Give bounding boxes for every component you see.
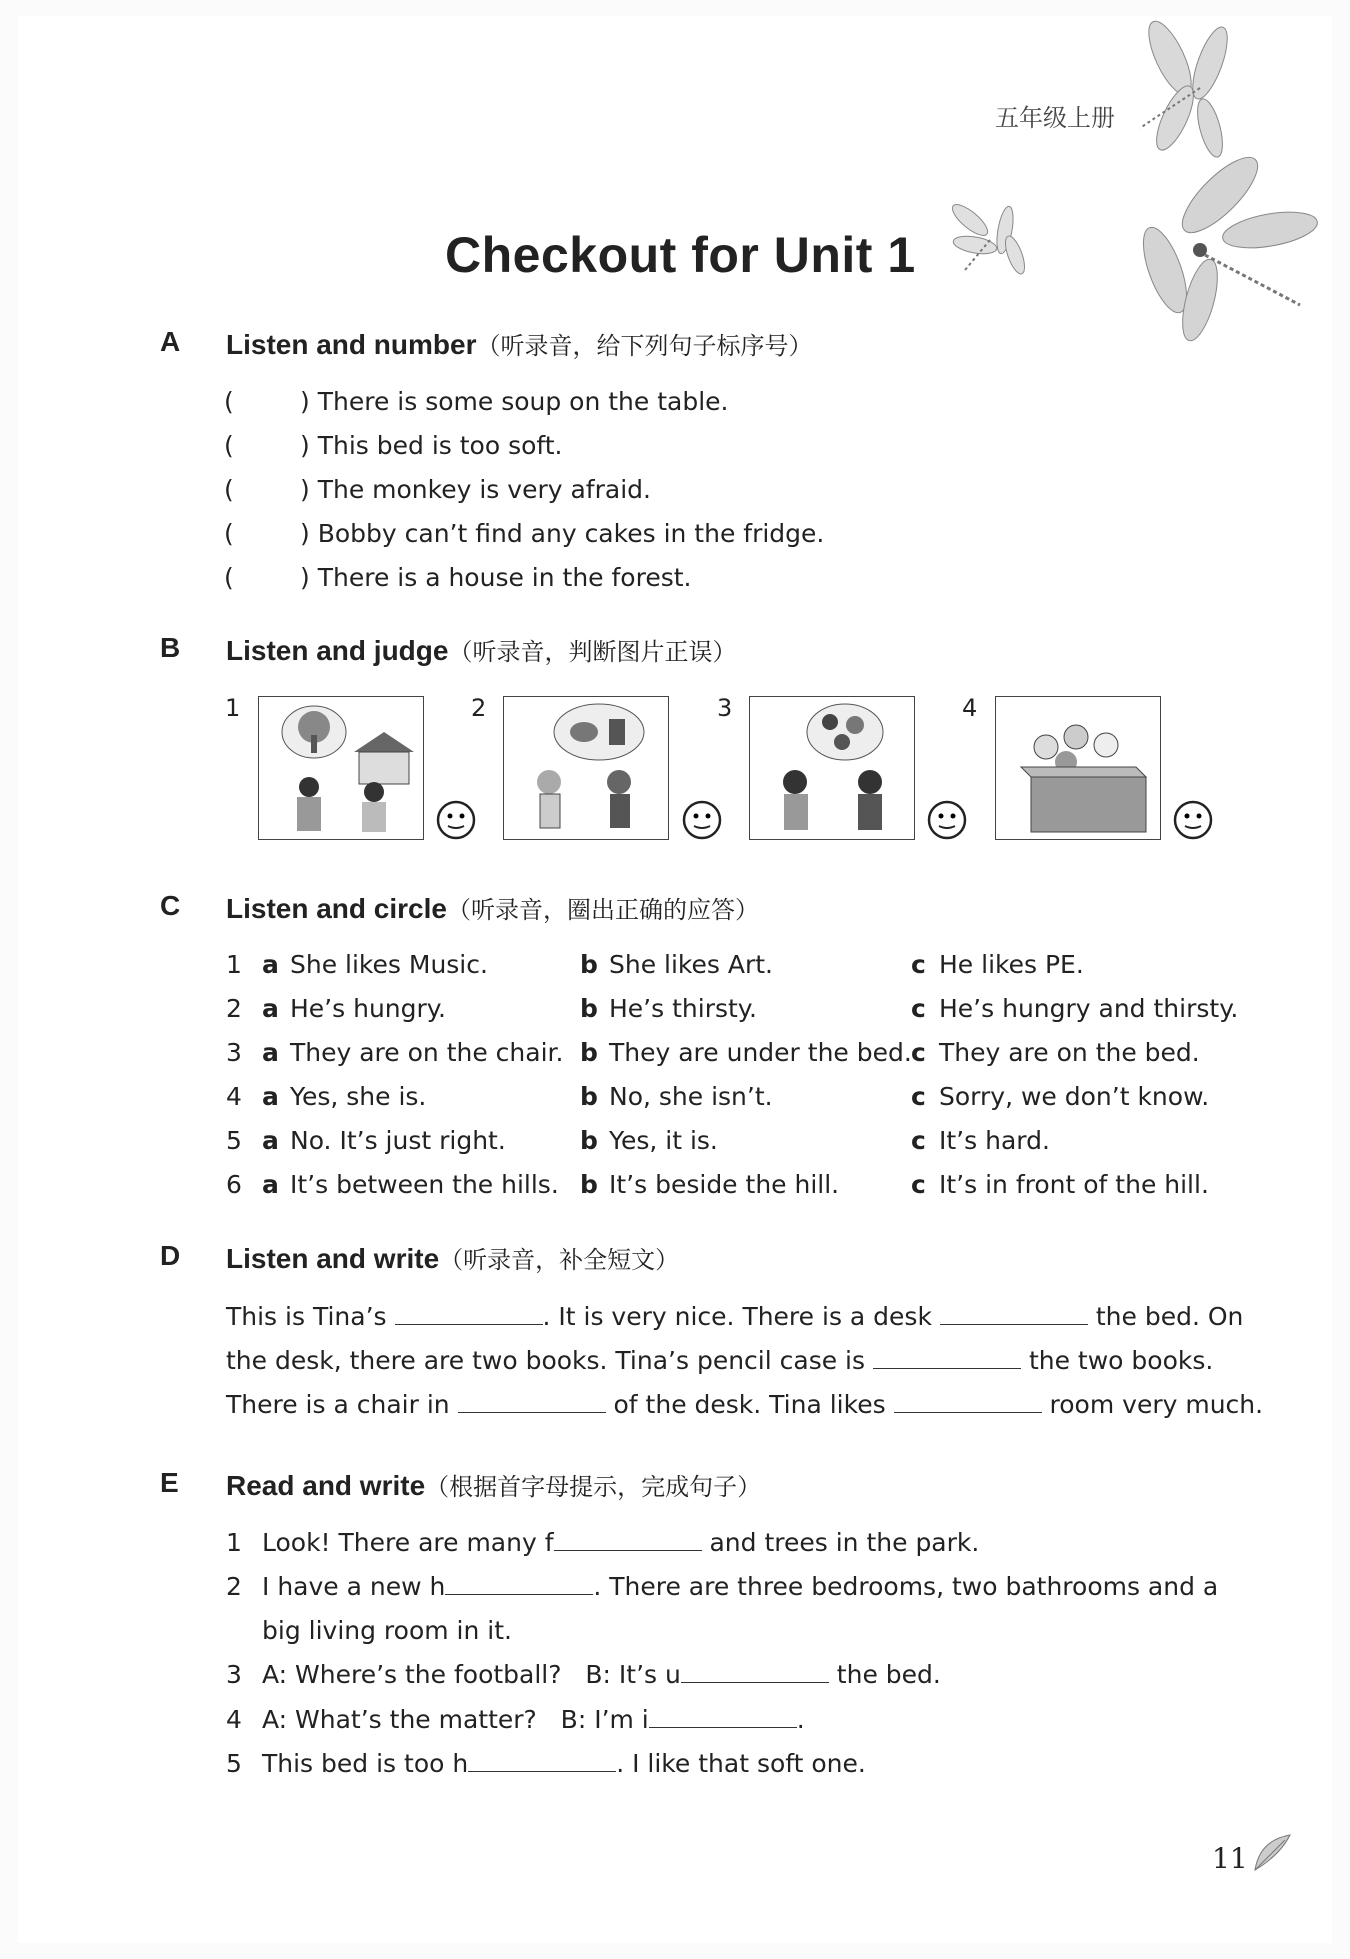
section-b-heading: Listen and judge (226, 635, 449, 666)
section-e-heading: Read and write (226, 1470, 426, 1501)
number-item (224, 387, 729, 416)
answer-bracket[interactable]: ( (224, 475, 234, 504)
option-a-letter[interactable]: a (262, 1038, 279, 1067)
option-row-number: 3 (226, 1038, 242, 1067)
page-number: 11 (1212, 1842, 1248, 1875)
option-c-letter[interactable]: c (911, 1038, 926, 1067)
item-text: I have a new h (262, 1572, 446, 1601)
smiley-face-icon[interactable] (927, 800, 967, 840)
section-d-note: （听录音，补全短文） (439, 1246, 680, 1274)
option-a-letter[interactable]: a (262, 950, 279, 979)
write-item (262, 1749, 866, 1778)
item-number: 2 (226, 1572, 242, 1601)
passage-text: the two books. (1028, 1346, 1214, 1375)
passage-text: the bed. On (1095, 1302, 1244, 1331)
passage-text: There is a chair in (226, 1390, 450, 1419)
option-b-letter[interactable]: b (580, 1082, 598, 1111)
option-a-text[interactable]: They are on the chair. (290, 1038, 564, 1067)
item-number: 5 (226, 1749, 242, 1778)
option-a-text[interactable]: She likes Music. (290, 950, 488, 979)
option-b-text[interactable]: They are under the bed. (609, 1038, 912, 1067)
option-row-number: 5 (226, 1126, 242, 1155)
item-text: B: I’m i (560, 1705, 649, 1734)
picture-number: 3 (717, 694, 733, 722)
dragonfly-icon (1120, 150, 1320, 370)
option-c-text[interactable]: It’s in front of the hill. (939, 1170, 1209, 1199)
section-e-note: （根据首字母提示，完成句子） (425, 1473, 762, 1501)
passage-line (226, 1346, 1213, 1375)
option-c-letter[interactable]: c (911, 1126, 926, 1155)
option-b-text[interactable]: Yes, it is. (609, 1126, 718, 1155)
picture-number: 1 (225, 694, 241, 722)
section-e-title (226, 1467, 761, 1502)
smiley-face-icon[interactable] (1173, 800, 1213, 840)
option-b-letter[interactable]: b (580, 950, 598, 979)
passage-line (226, 1302, 1243, 1331)
picture-number: 4 (962, 694, 978, 722)
bracket-close: ) (300, 563, 310, 592)
option-row-number: 6 (226, 1170, 242, 1199)
option-c-text[interactable]: It’s hard. (939, 1126, 1050, 1155)
answer-blank[interactable] (468, 1749, 616, 1772)
option-a-letter[interactable]: a (262, 1170, 279, 1199)
smiley-face-icon[interactable] (682, 800, 722, 840)
option-c-text[interactable]: He likes PE. (939, 950, 1084, 979)
write-item (262, 1705, 805, 1734)
dragonfly-icon (1130, 18, 1240, 163)
mice-food-picture (503, 696, 669, 840)
option-a-letter[interactable]: a (262, 1082, 279, 1111)
option-a-letter[interactable]: a (262, 1126, 279, 1155)
item-number: 3 (226, 1660, 242, 1689)
section-a-heading: Listen and number (226, 329, 477, 360)
option-b-letter[interactable]: b (580, 1126, 598, 1155)
option-b-letter[interactable]: b (580, 1038, 598, 1067)
answer-blank[interactable] (554, 1528, 702, 1551)
write-item (262, 1660, 941, 1689)
number-item (224, 563, 692, 592)
page-title: Checkout for Unit 1 (445, 227, 916, 283)
smiley-face-icon[interactable] (436, 800, 476, 840)
grade-label: 五年级上册 (995, 104, 1115, 132)
option-a-text[interactable]: No. It’s just right. (290, 1126, 506, 1155)
kids-toys-picture (749, 696, 915, 840)
option-a-text[interactable]: He’s hungry. (290, 994, 446, 1023)
section-c-letter: C (160, 890, 181, 921)
passage-text: of the desk. Tina likes (613, 1390, 886, 1419)
write-item (262, 1572, 1218, 1601)
answer-bracket[interactable]: ( (224, 387, 234, 416)
option-b-text[interactable]: He’s thirsty. (609, 994, 757, 1023)
option-b-letter[interactable]: b (580, 1170, 598, 1199)
sentence: There is a house in the forest. (317, 563, 692, 592)
answer-bracket[interactable]: ( (224, 431, 234, 460)
bracket-close: ) (300, 431, 310, 460)
item-text: and trees in the park. (709, 1528, 980, 1557)
sentence: Bobby can’t find any cakes in the fridge. (317, 519, 825, 548)
passage-text: room very much. (1049, 1390, 1264, 1419)
answer-blank[interactable] (894, 1390, 1042, 1413)
write-item (262, 1528, 979, 1557)
number-item (224, 431, 563, 460)
section-b-title (226, 632, 736, 667)
number-item (224, 519, 824, 548)
item-text: B: It’s u (585, 1660, 681, 1689)
section-d-title (226, 1240, 679, 1275)
option-c-letter[interactable]: c (911, 1082, 926, 1111)
option-c-letter[interactable]: c (911, 950, 926, 979)
passage-text: This is Tina’s (226, 1302, 387, 1331)
answer-blank[interactable] (445, 1572, 593, 1595)
section-a-title (226, 326, 812, 361)
section-e-letter: E (160, 1467, 179, 1498)
passage-text: . It is very nice. There is a desk (542, 1302, 932, 1331)
bracket-close: ) (300, 475, 310, 504)
answer-blank[interactable] (940, 1302, 1088, 1325)
section-d-heading: Listen and write (226, 1243, 440, 1274)
item-number: 4 (226, 1705, 242, 1734)
bracket-close: ) (300, 387, 310, 416)
option-b-letter[interactable]: b (580, 994, 598, 1023)
picture-number: 2 (471, 694, 487, 722)
section-d-letter: D (160, 1240, 181, 1271)
option-c-text[interactable]: They are on the bed. (939, 1038, 1200, 1067)
sentence: This bed is too soft. (317, 431, 563, 460)
item-text: This bed is too h (262, 1749, 469, 1778)
section-b-letter: B (160, 632, 181, 663)
section-b-note: （听录音，判断图片正误） (448, 638, 737, 666)
item-number: 1 (226, 1528, 242, 1557)
answer-blank[interactable] (395, 1302, 543, 1325)
section-c-note: （听录音，圈出正确的应答） (446, 896, 759, 924)
answer-blank[interactable] (681, 1660, 829, 1683)
house-tree-kids-picture (258, 696, 424, 840)
option-c-text[interactable]: He’s hungry and thirsty. (939, 994, 1239, 1023)
leaf-icon (1250, 1830, 1295, 1875)
toys-box-picture (995, 696, 1161, 840)
answer-blank[interactable] (873, 1346, 1021, 1369)
option-c-letter[interactable]: c (911, 1170, 926, 1199)
item-text: . There are three bedrooms, two bathrooms and a (593, 1572, 1219, 1601)
sentence: The monkey is very afraid. (317, 475, 651, 504)
option-row-number: 4 (226, 1082, 242, 1111)
item-text: A: What’s the matter? (262, 1705, 537, 1734)
option-a-letter[interactable]: a (262, 994, 279, 1023)
section-a-letter: A (160, 326, 181, 357)
bracket-close: ) (300, 519, 310, 548)
option-b-text[interactable]: No, she isn’t. (609, 1082, 773, 1111)
answer-blank[interactable] (649, 1705, 797, 1728)
answer-bracket[interactable]: ( (224, 563, 234, 592)
option-c-text[interactable]: Sorry, we don’t know. (939, 1082, 1210, 1111)
number-item (224, 475, 651, 504)
section-c-title (226, 890, 759, 925)
passage-line (226, 1390, 1263, 1419)
item-text: Look! There are many f (262, 1528, 554, 1557)
option-c-letter[interactable]: c (911, 994, 926, 1023)
item-text: . I like that soft one. (616, 1749, 866, 1778)
option-row-number: 1 (226, 950, 242, 979)
item-text-continued: big living room in it. (262, 1616, 512, 1645)
answer-bracket[interactable]: ( (224, 519, 234, 548)
option-a-text[interactable]: Yes, she is. (290, 1082, 427, 1111)
option-b-text[interactable]: It’s beside the hill. (609, 1170, 840, 1199)
sentence: There is some soup on the table. (317, 387, 729, 416)
item-text: the bed. (836, 1660, 941, 1689)
item-text: A: Where’s the football? (262, 1660, 562, 1689)
section-c-heading: Listen and circle (226, 893, 447, 924)
option-b-text[interactable]: She likes Art. (609, 950, 774, 979)
passage-text: the desk, there are two books. Tina’s pencil case is (226, 1346, 866, 1375)
option-a-text[interactable]: It’s between the hills. (290, 1170, 559, 1199)
dragonfly-icon (945, 195, 1030, 290)
section-a-note: （听录音，给下列句子标序号） (476, 332, 813, 360)
answer-blank[interactable] (458, 1390, 606, 1413)
item-text: . (796, 1705, 805, 1734)
option-row-number: 2 (226, 994, 242, 1023)
